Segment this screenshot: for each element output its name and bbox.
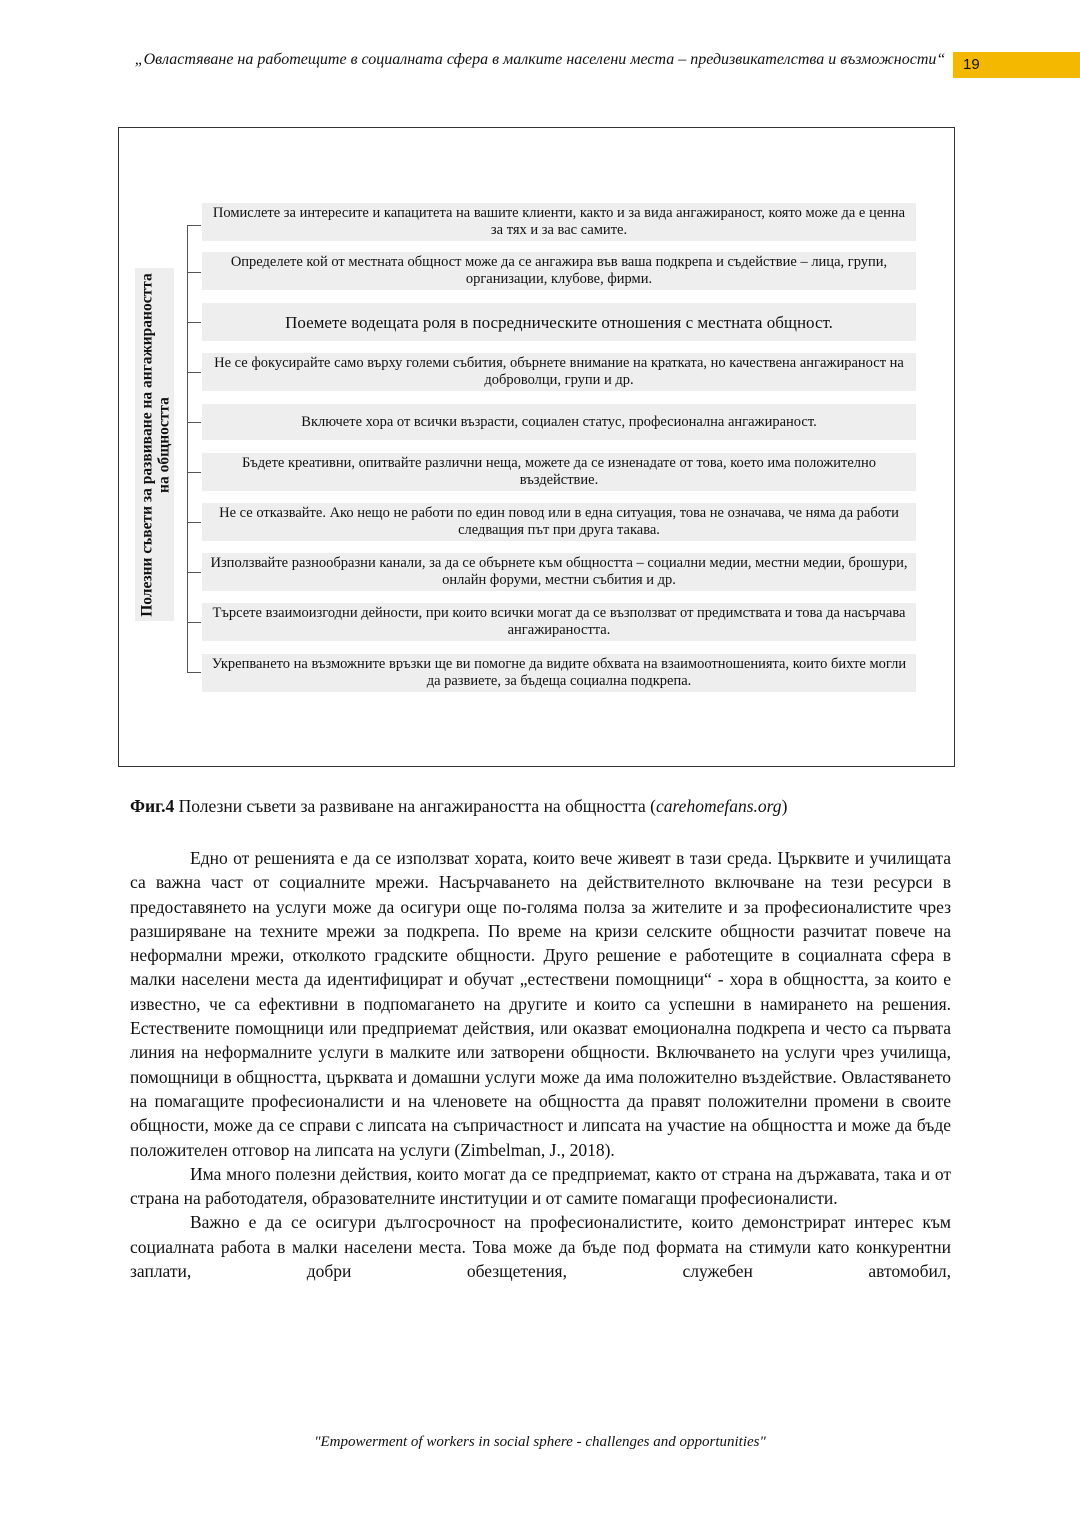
tree-tick — [187, 622, 201, 623]
tree-tick — [187, 322, 201, 323]
caption-text: Полезни съвети за развиване на ангажираността на общността ( — [174, 796, 656, 816]
tree-bracket-line — [187, 225, 188, 673]
vertical-label-text: Полезни съвети за развиване на ангажираността на общността — [137, 272, 172, 617]
paragraph-3: Важно е да се осигури дългосрочност на професионалистите, които демонстрират интерес към социалната работа в малки населени места. Това може да бъде под формата на стимули като конкурентни заплати, добри обезщетения, служебен автомобил, — [130, 1212, 951, 1282]
paragraph-1: Едно от решенията е да се използват хората, които вече живеят в тази среда. Църквите и училищата са важна част от социалните мрежи. Насърчаването на действителното включване на тези ресурси в предоставянето на услуги може да осигури още по-голяма полза за жителите и за професионалистите чрез разширяване на техните мрежи за подкрепа. По време на кризи селските общности разчитат повече на неформални мрежи, отколкото градските общности. Друго решение е работещите в социалната сфера в малки населени места да идентифицират и обучат „естествени помощници“ - хора в общността, за които е известно, че са ефективни в подпомагането на другите и които са успешни в намирането на решения. Естествените помощници или предприемат действия, или оказват емоционална подкрепа и често са първата линия на неформалните услуги в малките или затворени общности. Включването на услуги чрез училища, помощници в общността, църквата и домашни услуги може да има положително въздействие. Овластяването на помагащите професионалисти и на членовете на общността да правят положителни промени в своите общности, може да се справи с липсата на съпричастност и липсата на участие на общността и може да бъде положителен отговор на липсата на услуги (Zimbelman, J., 2018). — [130, 848, 951, 1160]
tip-box-1: Помислете за интересите и капацитета на вашите клиенти, както и за вида ангажираност, която може да е ценна за тях и за вас самите. — [202, 203, 916, 241]
caption-source: carehomefans.org — [656, 796, 782, 816]
tip-box-2: Определете кой от местната общност може да се ангажира във ваша подкрепа и съдействие – лица, групи, организации, клубове, фирми. — [202, 252, 916, 290]
tip-box-9: Търсете взаимоизгодни дейности, при които всички могат да се възползват от предимствата и това да насърчава ангажираността. — [202, 603, 916, 641]
tree-tick — [187, 422, 201, 423]
caption-close: ) — [781, 796, 788, 816]
figure-vertical-label — [135, 268, 174, 621]
tree-tick — [187, 372, 201, 373]
tip-box-10: Укрепването на възможните връзки ще ви помогне да видите обхвата на взаимоотношенията, които бихте могли да развиете, за бъдеща социална подкрепа. — [202, 654, 916, 692]
body-text — [130, 846, 951, 1283]
running-header-title: „Овластяване на работещите в социалната сфера в малките населени места – предизвикателства и възможности“ — [134, 51, 946, 68]
tree-tick — [187, 572, 201, 573]
tree-tick — [187, 522, 201, 523]
tip-box-6: Бъдете креативни, опитвайте различни неща, можете да се изненадате от това, което има положително въздействие. — [202, 453, 916, 491]
tree-tick — [187, 672, 201, 673]
figure-caption — [130, 795, 950, 817]
paragraph-2: Има много полезни действия, които могат да се предприемат, както от страна на държавата, така и от страна на работодателя, образователните институции и от самите помагащи професионалисти. — [130, 1163, 951, 1209]
tip-box-4: Не се фокусирайте само върху големи събития, обърнете внимание на кратката, но качествена ангажираност на доброволци, групи и др. — [202, 353, 916, 391]
tip-box-8: Използвайте разнообразни канали, за да се обърнете към общността – социални медии, местни медии, брошури, онлайн форуми, местни събития и др. — [202, 553, 916, 591]
tip-box-5: Включете хора от всички възрасти, социален статус, професионална ангажираност. — [202, 404, 916, 440]
tip-box-3: Поемете водещата роля в посредническите отношения с местната общност. — [202, 303, 916, 341]
tree-tick — [187, 472, 201, 473]
page-number-badge: 19 — [953, 52, 1080, 78]
tip-box-7: Не се отказвайте. Ако нещо не работи по един повод или в една ситуация, това не означава, че няма да работи следващия път при друга такава. — [202, 503, 916, 541]
caption-label: Фиг.4 — [130, 796, 175, 816]
running-footer: "Empowerment of workers in social sphere - challenges and opportunities" — [314, 1434, 766, 1450]
tree-tick — [187, 272, 201, 273]
tree-tick — [187, 225, 201, 226]
